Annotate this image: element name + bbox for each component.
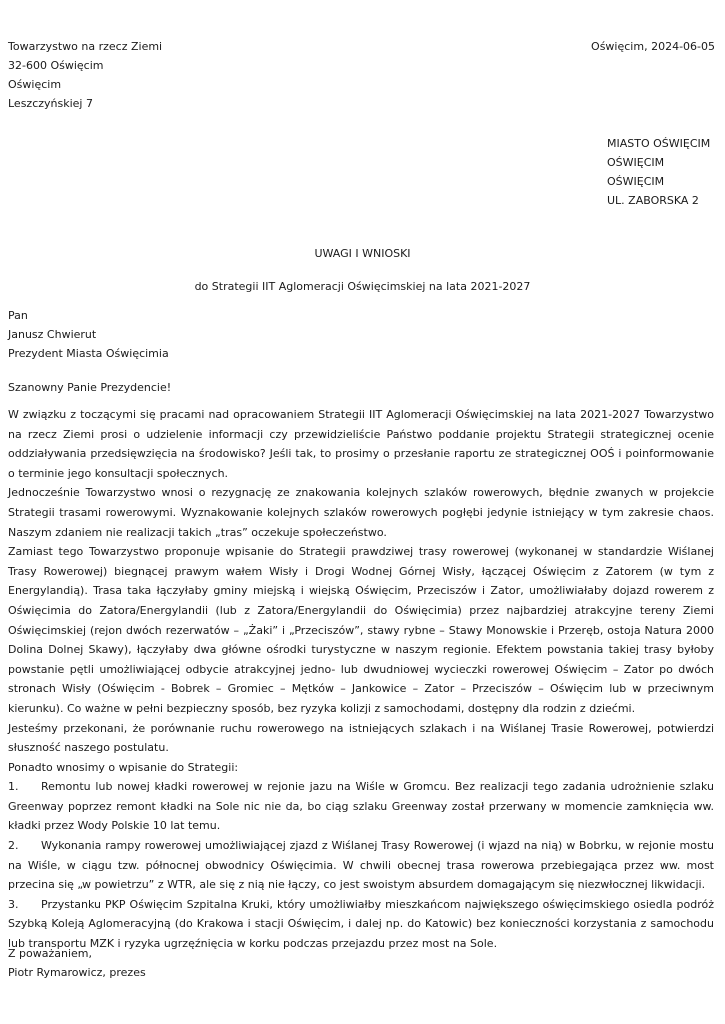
list-item	[8, 836, 714, 895]
list-item-number: 1.	[8, 780, 19, 794]
sender-city: Oświęcim	[8, 78, 62, 91]
addressee-honorific: Pan	[8, 309, 28, 322]
paragraph-3: Zamiast tego Towarzystwo proponuje wpisanie do Strategii prawdziwej trasy rowerowej (wykonanej w standardzie Wiślanej Trasy Rowerowej) biegnącej prawym wałem Wisły i Drogi Wodnej Górnej Wisły, łączącej Oświęcim z Zatorem (w tym z Energylandią). Trasa taka łączyłaby gminy miejską i wiejską Oświęcim, Przeciszów i Zator, umożliwiałaby dojazd rowerem z Oświęcimia do Zatora/Energylandii (lub z Zatora/Energylandii do Oświęcimia) przez najbardziej atrakcyjne tereny Ziemi Oświęcimskiej (rejon dwóch rezerwatów – „Żaki” i „Przeciszów”, stawy rybne – Stawy Monowskie i Przeręb, ostoja Natura 2000 Dolina Dolnej Skawy), łączyłaby dwa główne ośrodki turystyczne w naszym regionie. Efektem powstania takiej trasy byłoby powstanie pętli umożliwiającej odbycie atrakcyjnej jedno- lub dwudniowej wycieczki rowerowej Oświęcim – Zator po dwóch stronach Wisły (Oświęcim - Bobrek – Gromiec – Mętków – Jankowice – Zator – Przeciszów – Oświęcim lub w przeciwnym kierunku). Co ważne w pełni bezpieczny sposób, bez ryzyka kolizji z samochodami, dostępny dla rodzin z dziećmi.	[8, 545, 714, 715]
list-item-text: Wykonania rampy rowerowej umożliwiającej zjazd z Wiślanej Trasy Rowerowej (i wjazd na nią) w Bobrku, w rejonie mostu na Wiśle, w ciągu tzw. północnej obwodnicy Oświęcimia. W chwili obecnej trasa rowerowa przebiegająca przez ww. most przecina się „w powietrzu” z WTR, ale się z nią nie łączy, co jest swoistym absurdem domagającym się niezwłocznej likwidacji.	[8, 839, 714, 892]
recipient-line-2: OŚWIĘCIM	[607, 156, 665, 169]
addressee-name: Janusz Chwierut	[8, 328, 97, 341]
recipient-line-1: MIASTO OŚWIĘCIM	[607, 137, 711, 150]
paragraph-4: Jesteśmy przekonani, że porównanie ruchu rowerowego na istniejących szlakach i na Wiślanej Trasie Rowerowej, potwierdzi słuszność naszego postulatu.	[8, 721, 714, 755]
signature-name: Piotr Rymarowicz, prezes	[8, 966, 146, 979]
letter-body	[8, 405, 714, 954]
sender-org: Towarzystwo na rzecz Ziemi	[8, 40, 163, 53]
paragraph-2: Jednocześnie Towarzystwo wnosi o rezygnację ze znakowania kolejnych szlaków rowerowych, błędnie zwanych w projekcie Strategii trasami rowerowymi. Wyznakowanie kolejnych szlaków rowerowych pogłębi jedynie istniejący w tym zakresie chaos. Naszym zdaniem nie realizacji takich „tras” oczekuje społeczeństwo.	[8, 486, 714, 539]
recipient-address	[607, 134, 710, 210]
sender-address	[8, 37, 162, 113]
list-item-number: 3.	[8, 897, 19, 911]
sender-street: Leszczyńskiej 7	[8, 97, 93, 110]
list-item	[8, 777, 714, 836]
list-item-text: Przystanku PKP Oświęcim Szpitalna Kruki, który umożliwiałby mieszkańcom największego oświęcimskiego osiedla podróż Szybką Koleją Aglomeracyjną (do Krakowa i stacji Oświęcim, i dalej np. do Katowic) bez konieczności korzystania z samochodu lub transportu MZK i ryzyka ugrzęźnięcia w korku podczas przejazdu przez most na Sole.	[8, 897, 714, 951]
letter-date: Oświęcim, 2024-06-05	[591, 40, 715, 53]
closing-regards: Z poważaniem,	[8, 947, 93, 960]
closing	[8, 944, 146, 982]
list-item-text: Remontu lub nowej kładki rowerowej w rejonie jazu na Wiśle w Gromcu. Bez realizacji tego zadania udrożnienie szlaku Greenway poprzez remont kładki na Sole nic nie da, bo ciąg szlaku Greenway został przerwany w momencie zamknięcia ww. kładki przez Wody Polskie 10 lat temu.	[8, 780, 714, 833]
list-item-number: 2.	[8, 839, 19, 853]
salutation: Szanowny Panie Prezydencie!	[8, 381, 172, 394]
paragraph-1: W związku z toczącymi się pracami nad opracowaniem Strategii IIT Aglomeracji Oświęcimskiej na lata 2021-2027 Towarzystwo na rzecz Ziemi prosi o udzielenie informacji czy przewidzieliście Państwo poddanie projektu Strategii strategicznej ocenie oddziaływania przedsięwzięcia na środowisko? Jeśli tak, to prosimy o przesłanie raportu ze strategicznej OOŚ i poinformowanie o terminie jego konsultacji społecznych.	[8, 408, 714, 480]
document-title: UWAGI I WNIOSKI	[314, 247, 411, 260]
document-subtitle: do Strategii IIT Aglomeracji Oświęcimskiej na lata 2021-2027	[194, 280, 531, 293]
paragraph-5: Ponadto wnosimy o wpisanie do Strategii:	[8, 760, 239, 774]
recipient-line-4: UL. ZABORSKA 2	[607, 194, 699, 207]
addressee-role: Prezydent Miasta Oświęcimia	[8, 347, 169, 360]
addressee	[8, 306, 169, 363]
sender-postal: 32-600 Oświęcim	[8, 59, 104, 72]
recipient-line-3: OŚWIĘCIM	[607, 175, 665, 188]
